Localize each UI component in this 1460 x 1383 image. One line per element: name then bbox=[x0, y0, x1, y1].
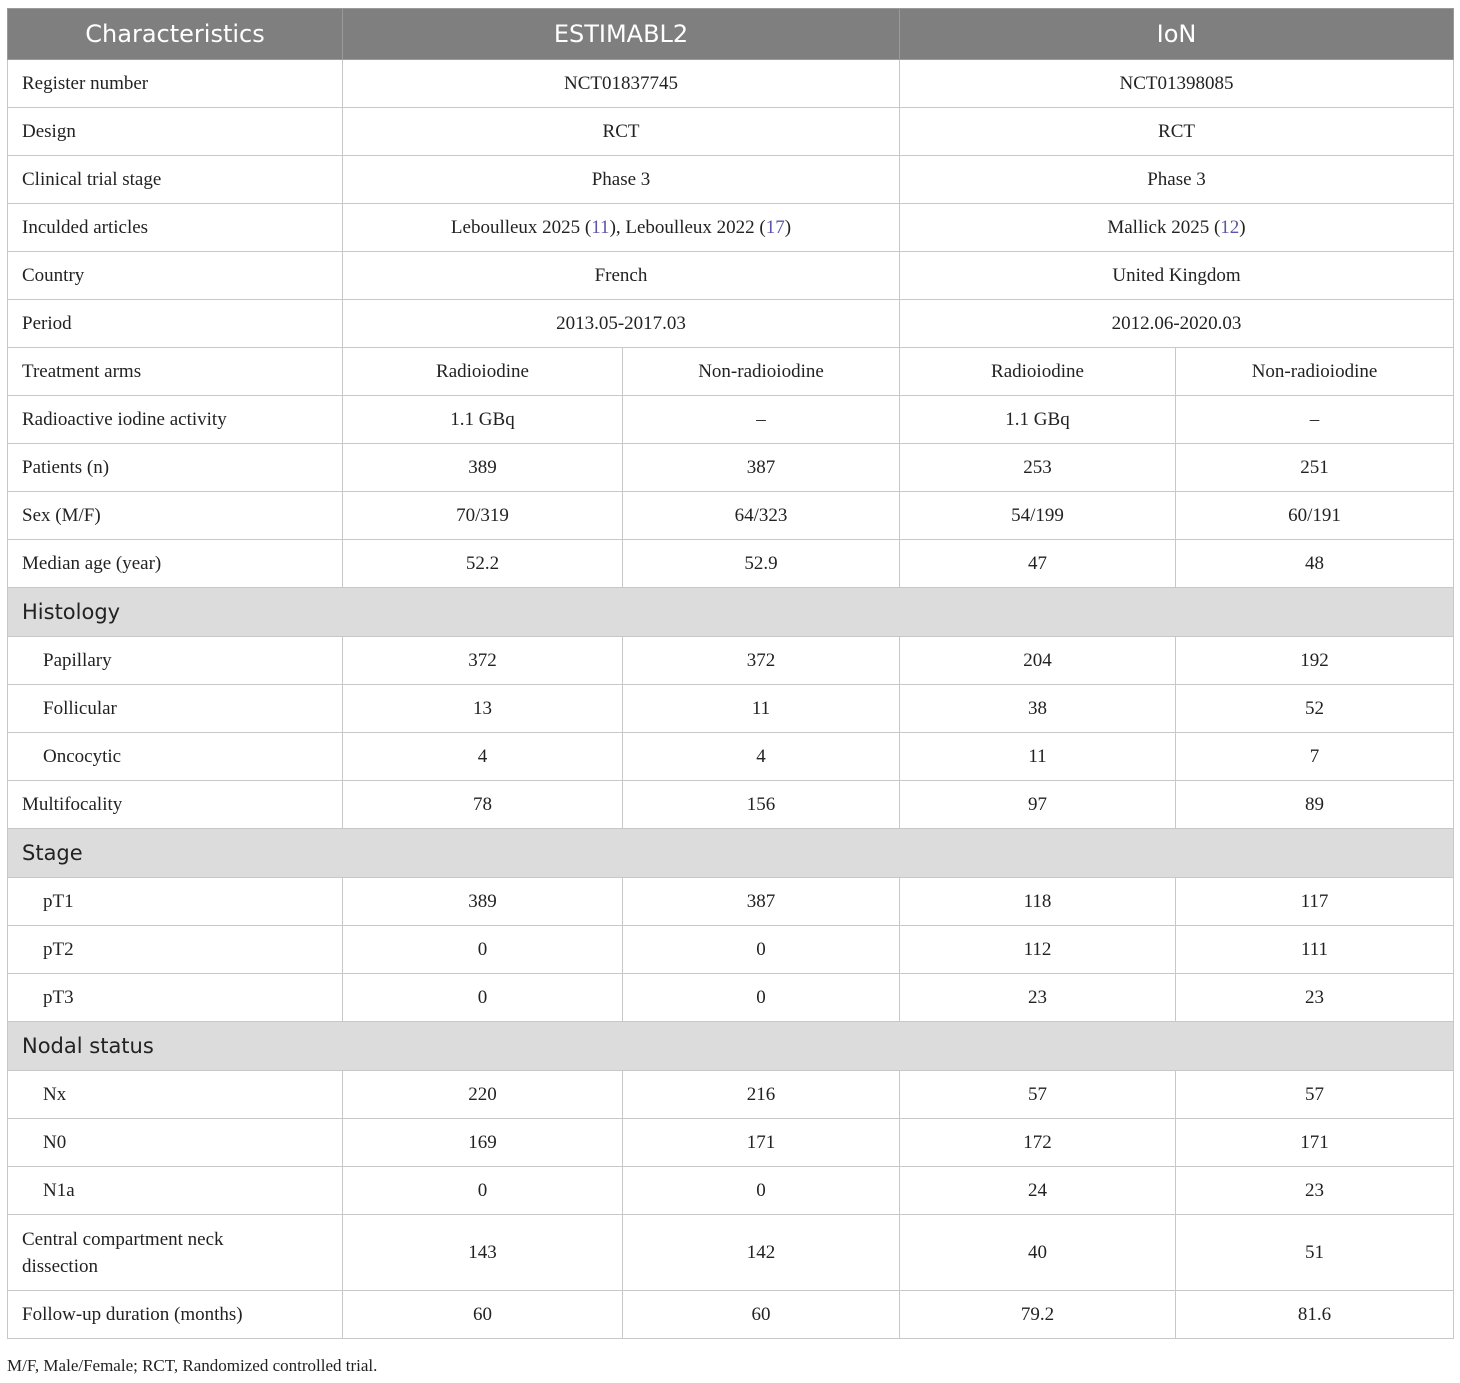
table-cell: 52 bbox=[1176, 685, 1454, 733]
cell-estimabl2: NCT01837745 bbox=[343, 60, 900, 108]
row-label-line-2: dissection bbox=[22, 1255, 98, 1277]
table-cell: 51 bbox=[1176, 1215, 1454, 1291]
table-cell: 143 bbox=[343, 1215, 623, 1291]
table-cell: 204 bbox=[900, 637, 1176, 685]
row-label: Patients (n) bbox=[8, 444, 343, 492]
row-n1a bbox=[8, 1167, 1454, 1215]
table-cell: 387 bbox=[623, 878, 900, 926]
table-body bbox=[8, 60, 1454, 1339]
table-cell: 0 bbox=[343, 926, 623, 974]
table-cell: 23 bbox=[1176, 974, 1454, 1022]
row-included-articles bbox=[8, 204, 1454, 252]
row-label: pT3 bbox=[8, 974, 343, 1022]
row-radioactive-iodine-activity bbox=[8, 396, 1454, 444]
row-label: N0 bbox=[8, 1119, 343, 1167]
table-cell: 112 bbox=[900, 926, 1176, 974]
table-cell: 1.1 GBq bbox=[343, 396, 623, 444]
row-label: Follow-up duration (months) bbox=[8, 1291, 343, 1339]
row-label bbox=[8, 1215, 343, 1291]
row-label: Follicular bbox=[8, 685, 343, 733]
article-text: ), Leboulleux 2022 ( bbox=[609, 216, 766, 238]
header-row bbox=[8, 9, 1454, 60]
table-cell: 111 bbox=[1176, 926, 1454, 974]
table-cell: 171 bbox=[1176, 1119, 1454, 1167]
table-cell: Radioiodine bbox=[900, 348, 1176, 396]
table-cell: – bbox=[623, 396, 900, 444]
table-cell: – bbox=[1176, 396, 1454, 444]
table-cell: 251 bbox=[1176, 444, 1454, 492]
row-label: Median age (year) bbox=[8, 540, 343, 588]
table-cell: 387 bbox=[623, 444, 900, 492]
table-cell: 60 bbox=[623, 1291, 900, 1339]
table-header bbox=[8, 9, 1454, 60]
table-cell: 389 bbox=[343, 878, 623, 926]
table-cell: 89 bbox=[1176, 781, 1454, 829]
table-cell: 48 bbox=[1176, 540, 1454, 588]
table-cell: 372 bbox=[623, 637, 900, 685]
row-label: Register number bbox=[8, 60, 343, 108]
cell-estimabl2: 2013.05-2017.03 bbox=[343, 300, 900, 348]
table-cell: 23 bbox=[1176, 1167, 1454, 1215]
row-register-number bbox=[8, 60, 1454, 108]
cell-ion: Phase 3 bbox=[900, 156, 1454, 204]
table-cell: 1.1 GBq bbox=[900, 396, 1176, 444]
reference-link[interactable]: 17 bbox=[765, 216, 785, 238]
row-label: Nx bbox=[8, 1071, 343, 1119]
row-label: pT1 bbox=[8, 878, 343, 926]
table-cell: 4 bbox=[623, 733, 900, 781]
table-cell: 79.2 bbox=[900, 1291, 1176, 1339]
table-cell: 7 bbox=[1176, 733, 1454, 781]
cell-estimabl2: RCT bbox=[343, 108, 900, 156]
table-cell: 0 bbox=[343, 974, 623, 1022]
row-follicular bbox=[8, 685, 1454, 733]
row-period bbox=[8, 300, 1454, 348]
table-cell: 117 bbox=[1176, 878, 1454, 926]
table-cell: 0 bbox=[343, 1167, 623, 1215]
table-cell: 97 bbox=[900, 781, 1176, 829]
table-cell: 70/319 bbox=[343, 492, 623, 540]
row-clinical-trial-stage bbox=[8, 156, 1454, 204]
table-cell: 216 bbox=[623, 1071, 900, 1119]
row-pt2 bbox=[8, 926, 1454, 974]
table-cell: 372 bbox=[343, 637, 623, 685]
cell-ion: United Kingdom bbox=[900, 252, 1454, 300]
header-estimabl2: ESTIMABL2 bbox=[343, 9, 900, 60]
table-cell: 13 bbox=[343, 685, 623, 733]
row-oncocytic bbox=[8, 733, 1454, 781]
table-cell: 0 bbox=[623, 974, 900, 1022]
header-ion: IoN bbox=[900, 9, 1454, 60]
row-label: Papillary bbox=[8, 637, 343, 685]
cell-ion: NCT01398085 bbox=[900, 60, 1454, 108]
table-cell: 11 bbox=[623, 685, 900, 733]
row-label: Inculded articles bbox=[8, 204, 343, 252]
table-cell: 156 bbox=[623, 781, 900, 829]
table-cell: 142 bbox=[623, 1215, 900, 1291]
row-follow-up-duration bbox=[8, 1291, 1454, 1339]
row-label: Treatment arms bbox=[8, 348, 343, 396]
table-cell: 64/323 bbox=[623, 492, 900, 540]
row-label: pT2 bbox=[8, 926, 343, 974]
table-cell: 78 bbox=[343, 781, 623, 829]
table-cell: 389 bbox=[343, 444, 623, 492]
article-text: Mallick 2025 ( bbox=[1107, 216, 1221, 238]
row-label: Country bbox=[8, 252, 343, 300]
cell-estimabl2: French bbox=[343, 252, 900, 300]
table-cell: 118 bbox=[900, 878, 1176, 926]
section-nodal-status bbox=[8, 1022, 1454, 1071]
cell-ion: 2012.06-2020.03 bbox=[900, 300, 1454, 348]
table-cell: 253 bbox=[900, 444, 1176, 492]
row-design bbox=[8, 108, 1454, 156]
row-nx bbox=[8, 1071, 1454, 1119]
cell-estimabl2 bbox=[343, 204, 900, 252]
section-heading: Histology bbox=[8, 588, 1454, 637]
header-characteristics: Characteristics bbox=[8, 9, 343, 60]
table-cell: 52.9 bbox=[623, 540, 900, 588]
table-cell: Non-radioiodine bbox=[1176, 348, 1454, 396]
article-text: ) bbox=[1239, 216, 1246, 238]
row-median-age bbox=[8, 540, 1454, 588]
row-label: Clinical trial stage bbox=[8, 156, 343, 204]
table-cell: 0 bbox=[623, 1167, 900, 1215]
table-cell: Radioiodine bbox=[343, 348, 623, 396]
article-text: ) bbox=[784, 216, 792, 238]
cell-estimabl2: Phase 3 bbox=[343, 156, 900, 204]
row-label-line-1: Central compartment neck bbox=[22, 1228, 224, 1250]
table-cell: 4 bbox=[343, 733, 623, 781]
table-cell: 220 bbox=[343, 1071, 623, 1119]
table-footnote: M/F, Male/Female; RCT, Randomized controlled trial. bbox=[7, 1356, 378, 1375]
row-patients bbox=[8, 444, 1454, 492]
row-papillary bbox=[8, 637, 1454, 685]
table-cell: 47 bbox=[900, 540, 1176, 588]
table-cell: 169 bbox=[343, 1119, 623, 1167]
table-cell: 57 bbox=[900, 1071, 1176, 1119]
cell-ion bbox=[900, 204, 1454, 252]
reference-link[interactable]: 11 bbox=[591, 216, 610, 238]
table-cell: 172 bbox=[900, 1119, 1176, 1167]
table-cell: 23 bbox=[900, 974, 1176, 1022]
row-central-compartment-neck-dissection bbox=[8, 1215, 1454, 1291]
row-label: Period bbox=[8, 300, 343, 348]
table-cell: Non-radioiodine bbox=[623, 348, 900, 396]
row-n0 bbox=[8, 1119, 1454, 1167]
row-treatment-arms bbox=[8, 348, 1454, 396]
section-heading: Nodal status bbox=[8, 1022, 1454, 1071]
row-label: N1a bbox=[8, 1167, 343, 1215]
row-country bbox=[8, 252, 1454, 300]
section-stage bbox=[8, 829, 1454, 878]
row-label: Design bbox=[8, 108, 343, 156]
section-histology bbox=[8, 588, 1454, 637]
row-pt1 bbox=[8, 878, 1454, 926]
table-cell: 81.6 bbox=[1176, 1291, 1454, 1339]
table-cell: 54/199 bbox=[900, 492, 1176, 540]
table-cell: 38 bbox=[900, 685, 1176, 733]
table-cell: 52.2 bbox=[343, 540, 623, 588]
row-pt3 bbox=[8, 974, 1454, 1022]
table-cell: 24 bbox=[900, 1167, 1176, 1215]
table-cell: 171 bbox=[623, 1119, 900, 1167]
row-label: Radioactive iodine activity bbox=[8, 396, 343, 444]
row-sex bbox=[8, 492, 1454, 540]
row-multifocality bbox=[8, 781, 1454, 829]
table-cell: 0 bbox=[623, 926, 900, 974]
characteristics-table bbox=[7, 8, 1454, 1339]
table-cell: 11 bbox=[900, 733, 1176, 781]
table-cell: 60/191 bbox=[1176, 492, 1454, 540]
section-heading: Stage bbox=[8, 829, 1454, 878]
row-label: Sex (M/F) bbox=[8, 492, 343, 540]
table-cell: 57 bbox=[1176, 1071, 1454, 1119]
cell-ion: RCT bbox=[900, 108, 1454, 156]
row-label: Multifocality bbox=[8, 781, 343, 829]
table-cell: 192 bbox=[1176, 637, 1454, 685]
row-label: Oncocytic bbox=[8, 733, 343, 781]
reference-link[interactable]: 12 bbox=[1220, 216, 1240, 238]
article-text: Leboulleux 2025 ( bbox=[450, 216, 592, 238]
table-cell: 60 bbox=[343, 1291, 623, 1339]
table-cell: 40 bbox=[900, 1215, 1176, 1291]
